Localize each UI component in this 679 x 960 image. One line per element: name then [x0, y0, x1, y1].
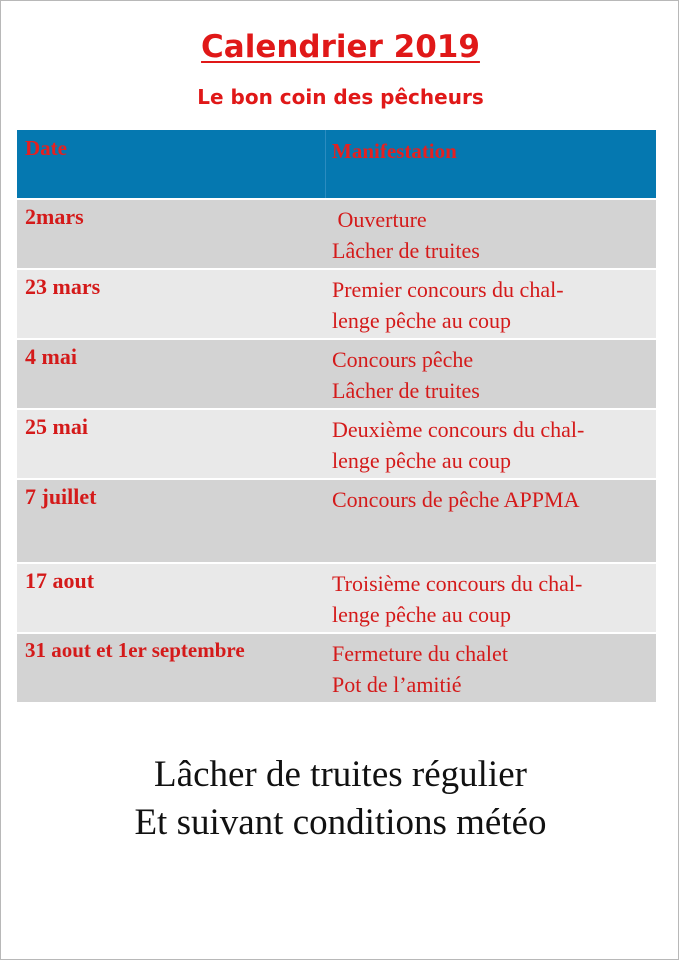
- row-event-line: Troisième concours du chal-: [332, 571, 583, 596]
- row-event-line: Deuxième concours du chal-: [332, 417, 585, 442]
- table-row: [17, 340, 656, 408]
- header-date: Date: [17, 130, 326, 198]
- table-row: [17, 200, 656, 268]
- row-event-line: lenge pêche au coup: [332, 602, 511, 627]
- row-event-line: Fermeture du chalet: [332, 641, 508, 666]
- row-event-line: Concours pêche: [332, 347, 474, 372]
- row-date: 17 aout: [25, 568, 95, 593]
- page-subtitle: Le bon coin des pêcheurs: [197, 85, 484, 109]
- table-header: [17, 130, 656, 198]
- row-event-line: Lâcher de truites: [332, 378, 480, 403]
- row-event-line: lenge pêche au coup: [332, 448, 511, 473]
- row-date: 7 juillet: [25, 484, 97, 509]
- row-event-line: Premier concours du chal-: [332, 277, 564, 302]
- row-date: 31 aout et 1er septembre: [25, 638, 245, 662]
- row-event-line: Lâcher de truites: [332, 238, 480, 263]
- table-row: [17, 270, 656, 338]
- row-event: [326, 634, 656, 702]
- row-date: 25 mai: [25, 414, 88, 439]
- table-row: [17, 564, 656, 632]
- note-line-2: Et suivant conditions météo: [134, 802, 547, 843]
- row-event: [326, 340, 656, 408]
- events-table: [17, 130, 656, 702]
- row-event-line: lenge pêche au coup: [332, 308, 511, 333]
- note-line-1: Lâcher de truites régulier: [154, 754, 527, 795]
- row-event: [326, 270, 656, 338]
- table-row: [17, 410, 656, 478]
- header-event: Manifestation: [332, 139, 457, 163]
- row-event: [326, 480, 656, 562]
- row-date: 4 mai: [25, 344, 77, 369]
- row-event: [326, 410, 656, 478]
- row-event: [326, 200, 656, 268]
- page-title: [1, 29, 679, 65]
- row-event-line: Concours de pêche APPMA: [332, 487, 580, 512]
- row-event: [326, 564, 656, 632]
- page-title-text: Calendrier 2019: [201, 29, 480, 65]
- table-row: [17, 480, 656, 562]
- row-date: 23 mars: [25, 274, 101, 299]
- row-event-line: Ouverture: [332, 207, 427, 232]
- row-event-line: Pot de l’amitié: [332, 672, 462, 697]
- table-row: [17, 634, 656, 702]
- row-date: 2mars: [25, 204, 84, 229]
